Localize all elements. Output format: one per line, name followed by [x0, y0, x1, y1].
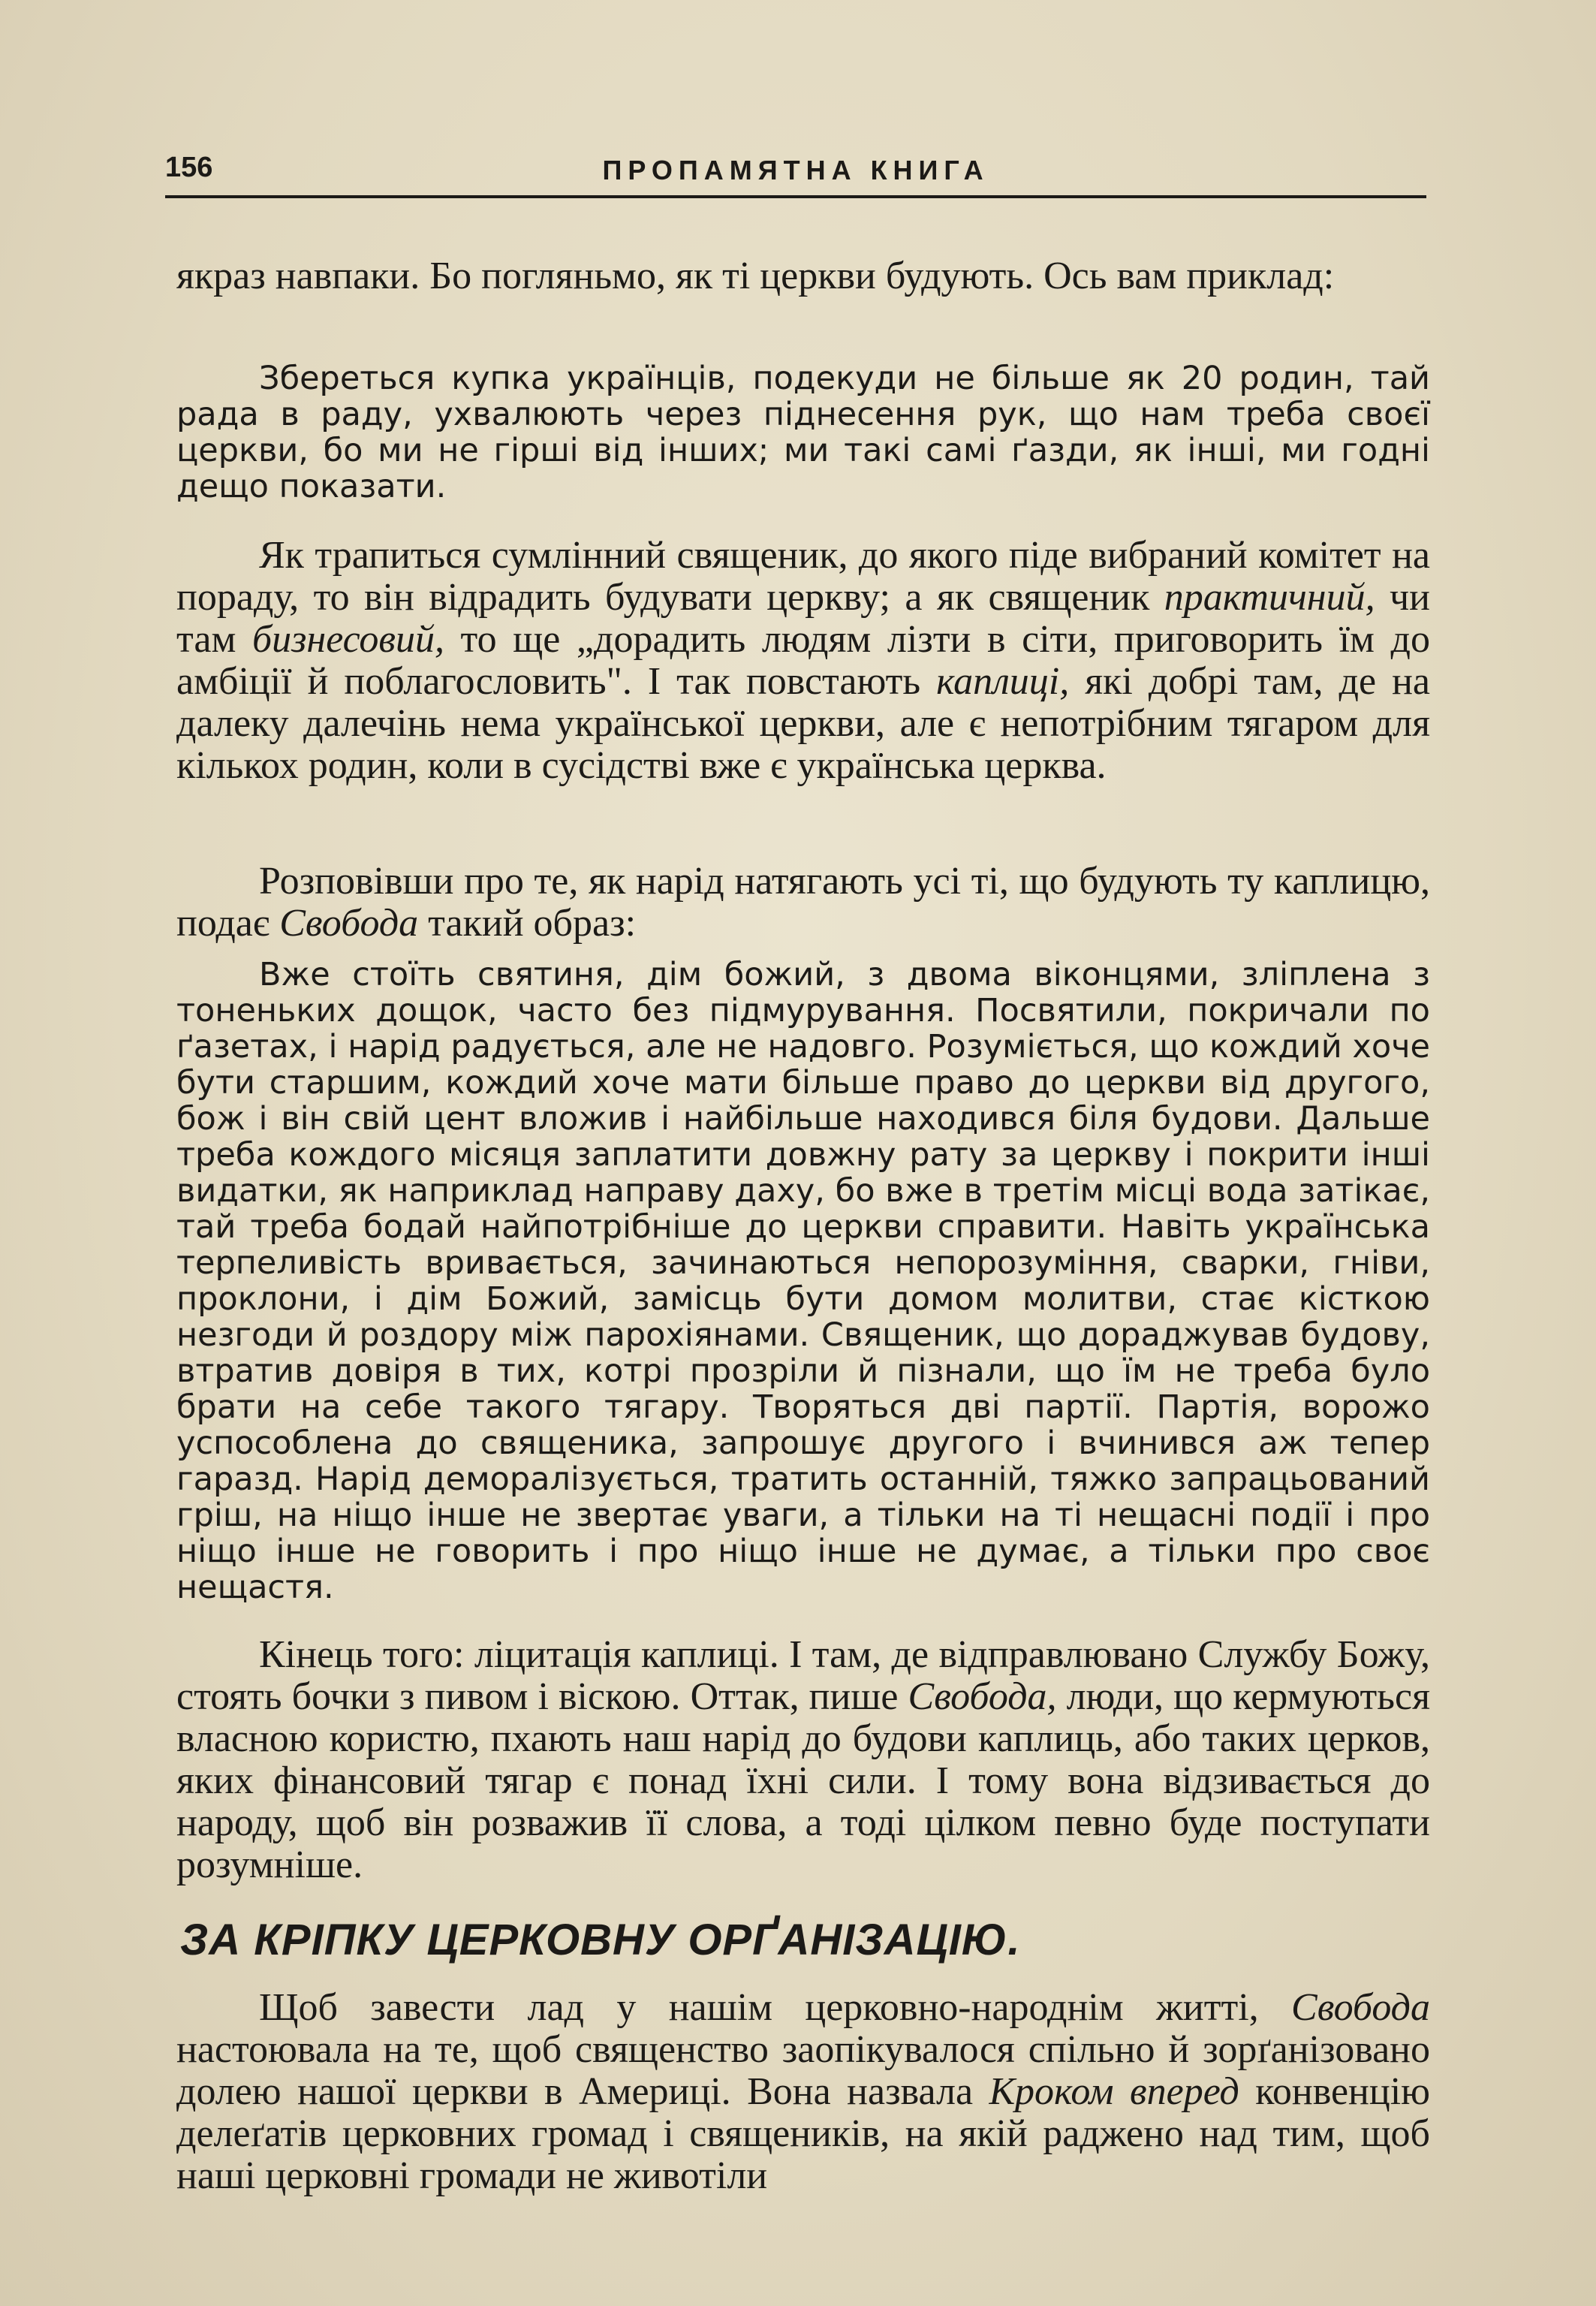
paragraph-5-text-c: настоювала на те, щоб священство заопікувалося спільно й зорґанізовано долею нашої церкви в Америці. Вона назвала	[176, 2028, 1430, 2113]
paragraph-5-text-a: Щоб завести лад у нашім церковно-народнім житті,	[259, 1986, 1292, 2029]
paragraph-2-text-c: чи там	[176, 576, 1430, 661]
paragraph-3-text-a: Розповівши про те, як нарід натягають усі ті, що будують ту каплицю, подає	[176, 860, 1430, 945]
quote-2	[176, 957, 1430, 1605]
paragraph-1	[176, 255, 1430, 297]
page-header	[165, 150, 1426, 198]
paragraph-2-text-g: які добрі там, де на далеку далечінь нема української церкви, але є непотрібним тягаром для кількох родин, коли в сусідстві вже є українська церква.	[176, 660, 1431, 787]
emphasis-svoboda: Свобода	[279, 902, 419, 945]
paragraph-3	[176, 861, 1430, 945]
emphasis-business: бизнесовий,	[251, 618, 444, 661]
emphasis-step-forward: Кроком вперед	[989, 2070, 1239, 2113]
paragraph-4	[176, 1634, 1430, 1886]
emphasis-chapels: каплиці,	[936, 660, 1070, 703]
emphasis-svoboda: Свобода	[1291, 1986, 1430, 2029]
paragraph-4-text-c: люди, що кермуються власною користю, пхають наш нарід до будови каплиць, або таких церков, яких фінансовий тягар є понад їхні сили. І тому вона відзивається до народу, щоб він розважив її слова, а тоді цілком певно буде поступати розумніше.	[176, 1675, 1430, 1886]
quote-2-text: Вже стоїть святиня, дім божий, з двома віконцями, зліплена з тоненьких дощок, часто без підмурування. Посвятили, покричали по ґазетах, і нарід радується, але не надовго. Розуміється, що кождий хоче бути старшим, кождий хоче мати більше право до церкви від другого, бож і він свій цент вложив і найбільше находився біля будови. Дальше треба кождого місяця заплатити довжну рату за церкву і покрити інші видатки, як наприклад направу даху, бо вже в третім місці вода затікає, тай треба бодай найпотрібніше до церкви справити. Навіть українська терпеливість вривається, зачинаються непорозуміння, сварки, гніви, проклони, і дім Божий, замісць бути домом молитви, стає кісткою незгоди й роздору між парохіянами. Священик, що дораджував будову, втратив довіря в тих, котрі прозріли й пізнали, що їм не треба було брати на себе такого тягару. Творяться дві партії. Партія, ворожо успособлена до священика, запрошує другого і вчинився аж тепер гаразд. Нарід деморалізується, тратить останній, тяжко запрацьований гріш, на ніщо інше не звертає уваги, а тільки на ті нещасні події і про ніщо інше не говорить і про ніщо інше не думає, а тільки про своє нещастя.	[176, 956, 1430, 1606]
paragraph-2-text-e: то ще „дорадить людям лізти в сіти, приговорить їм до амбіції й поблагословить". І так повстають	[176, 618, 1430, 703]
emphasis-practical: практичний,	[1164, 576, 1375, 619]
paragraph-3-text-c: такий образ:	[418, 902, 637, 945]
running-head: ПРОПАМЯТНА КНИГА	[602, 155, 989, 185]
paragraph-2-text-a: Як трапиться сумлінний священик, до якого піде вибраний комітет на пораду, то він відрадить будувати церкву; а як священик	[176, 534, 1430, 619]
paragraph-2	[176, 535, 1430, 787]
paragraph-1-text: якраз навпаки. Бо погляньмо, як ті церкви будують. Ось вам приклад:	[176, 255, 1335, 297]
quote-1-text: Збереться купка українців, подекуди не більше як 20 родин, тай рада в раду, ухвалюють через піднесення рук, що нам треба своєї церкви, бо ми не гірші від інших; ми такі самі ґазди, як інші, ми годні дещо показати.	[176, 360, 1430, 505]
paragraph-4-text-a: Кінець того: ліцитація каплиці. І там, де відправлювано Службу Божу, стоять бочки з пивом і віскою. Оттак, пише	[176, 1633, 1430, 1718]
paragraph-5	[176, 1987, 1430, 2197]
quote-1	[176, 360, 1430, 505]
emphasis-svoboda: Свобода,	[908, 1675, 1057, 1718]
page-number: 156	[165, 152, 213, 183]
section-heading: ЗА КРІПКУ ЦЕРКОВНУ ОРҐАНІЗАЦІЮ.	[180, 1916, 1021, 1964]
paragraph-5-text-e: конвенцію делеґатів церковних громад і священиків, на якій раджено над тим, щоб наші церковні громади не животіли	[176, 2070, 1431, 2197]
